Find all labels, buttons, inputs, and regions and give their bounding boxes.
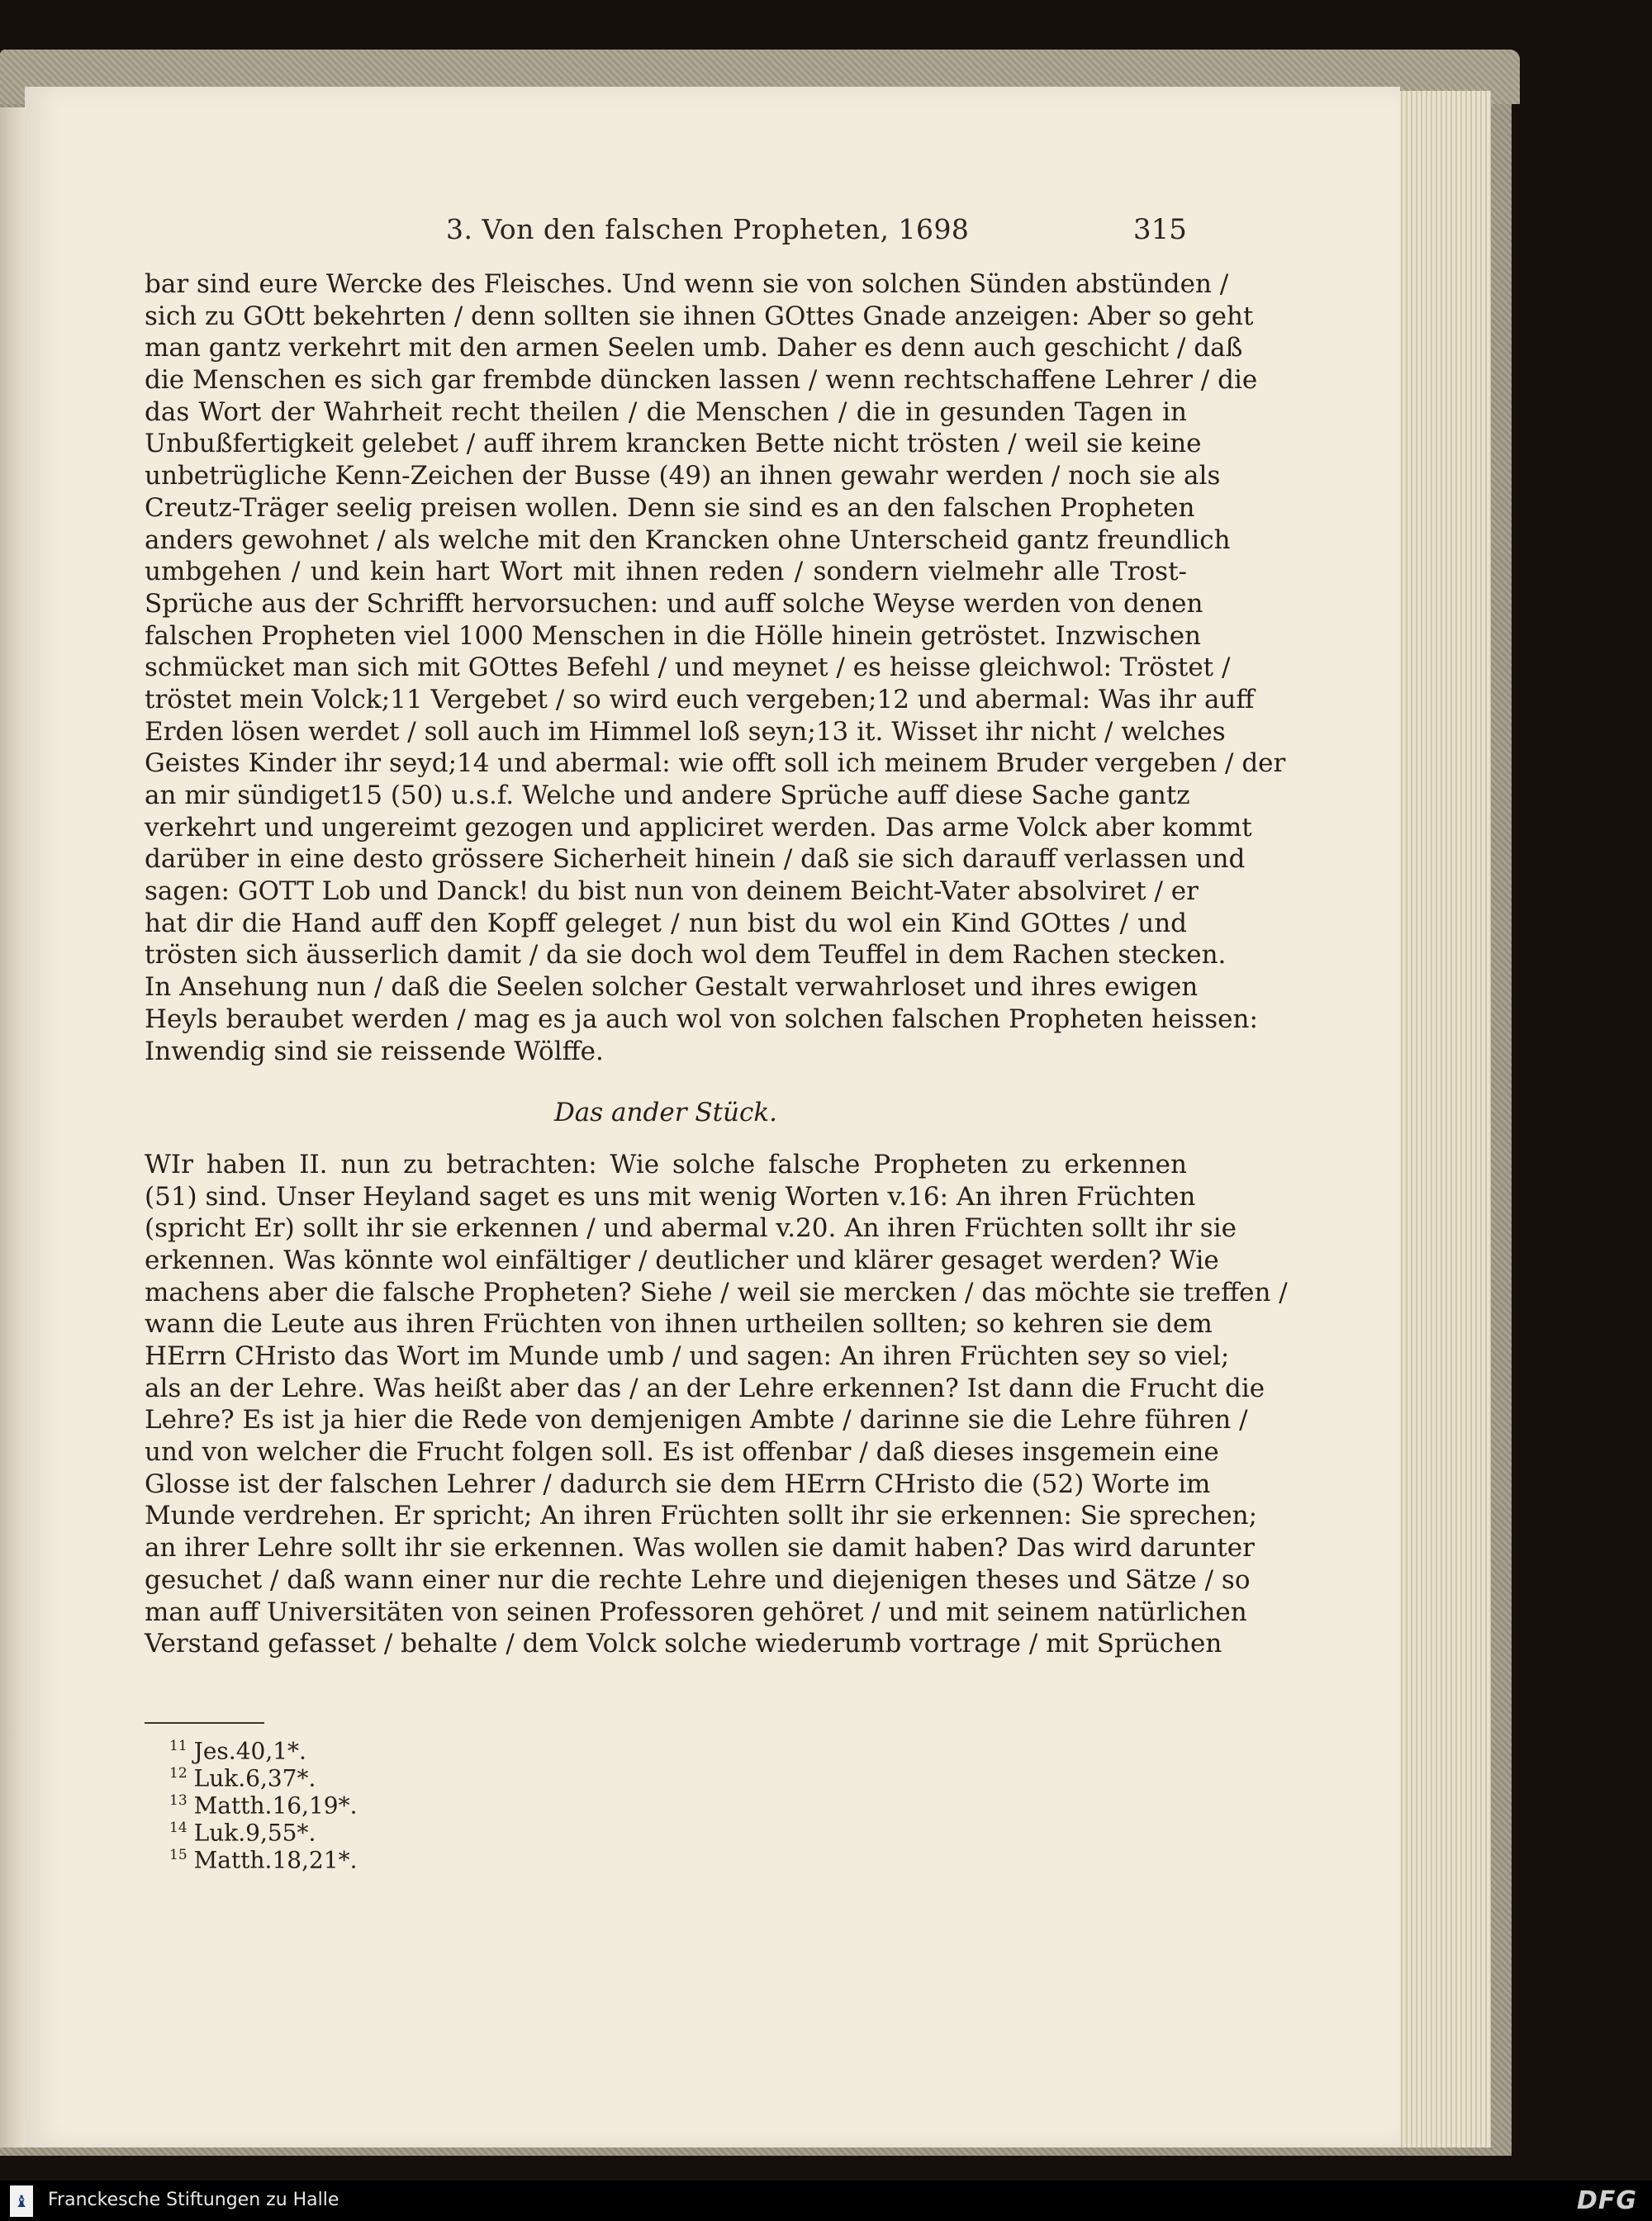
footer-bar bbox=[0, 2181, 1652, 2221]
text-line: die Menschen es sich gar frembde düncken lassen / wenn rechtschaffene Lehrer / die bbox=[145, 365, 1258, 396]
text-line: Glosse ist der falschen Lehrer / dadurch sie dem HErrn CHristo die (52) Worte im bbox=[145, 1469, 1211, 1499]
text-line: tröstet mein Volck;11 Vergebet / so wird euch vergeben;12 und abermal: Was ihr auff bbox=[145, 684, 1255, 714]
text-line: unbetrügliche Kenn-Zeichen der Busse (49) an ihnen gewahr werden / noch sie als bbox=[145, 461, 1221, 491]
text-line: darüber in eine desto grössere Sicherheit hinein / daß sie sich darauff verlassen und bbox=[145, 844, 1246, 875]
text-line: erkennen. Was könnte wol einfältiger / deutlicher und klärer gesaget werden? Wie bbox=[145, 1245, 1219, 1275]
text-line: sagen: GOTT Lob und Danck! du bist nun von deinem Beicht-Vater absolviret / er bbox=[145, 876, 1199, 907]
footnote-reference: Luk.6,37*. bbox=[193, 1764, 316, 1792]
text-line: gesuchet / daß wann einer nur die rechte Lehre und diejenigen theses und Sätze / so bbox=[145, 1564, 1251, 1595]
footnote-item bbox=[169, 1733, 358, 1765]
text-line: Geistes Kinder ihr seyd;14 und abermal: wie offt soll ich meinem Bruder vergeben / der bbox=[145, 748, 1286, 779]
text-line: falschen Propheten viel 1000 Menschen in die Hölle hinein getröstet. Inzwischen bbox=[145, 620, 1202, 651]
running-head: 3. Von den falschen Propheten, 1698 bbox=[446, 213, 970, 245]
page-stack-edge bbox=[1388, 91, 1491, 2147]
text-line: sich zu GOtt bekehrten / denn sollten sie ihnen GOttes Gnade anzeigen: Aber so geht bbox=[145, 301, 1254, 331]
text-line: verkehrt und ungereimt gezogen und appliciret werden. Das arme Volck aber kommt bbox=[145, 812, 1252, 842]
footnote-reference: Luk.9,55*. bbox=[193, 1819, 316, 1847]
footnote-number: 14 bbox=[169, 1820, 188, 1836]
text-line: (spricht Er) sollt ihr sie erkennen / und abermal v.20. An ihren Früchten sollt ihr sie bbox=[145, 1213, 1237, 1244]
section-heading: Das ander Stück. bbox=[553, 1098, 778, 1128]
text-line: und von welcher die Frucht folgen soll. Es ist offenbar / daß dieses insgemein eine bbox=[145, 1437, 1219, 1468]
text-line: schmücket man sich mit GOttes Befehl / und meynet / es heisse gleichwol: Tröstet / bbox=[145, 653, 1231, 683]
text-line: trösten sich äusserlich damit / da sie doch wol dem Teuffel in dem Rachen stecken. bbox=[145, 940, 1227, 971]
text-line: bar sind eure Wercke des Fleisches. Und wenn sie von solchen Sünden abstünden / bbox=[145, 269, 1229, 299]
text-line: Inwendig sind sie reissende Wölffe. bbox=[145, 1036, 604, 1066]
text-line: als an der Lehre. Was heißt aber das / an der Lehre erkennen? Ist dann die Frucht die bbox=[145, 1373, 1265, 1403]
text-line: an mir sündiget15 (50) u.s.f. Welche und andere Sprüche auff diese Sache gantz bbox=[145, 781, 1190, 810]
text-line: wann die Leute aus ihren Früchten von ihnen urtheilen sollten; so kehren sie dem bbox=[145, 1309, 1213, 1340]
footnote-number: 12 bbox=[169, 1765, 188, 1782]
text-line: HErrn CHristo das Wort im Munde umb / und sagen: An ihren Früchten sey so viel; bbox=[145, 1341, 1230, 1371]
text-line: man auff Universitäten von seinen Professoren gehöret / und mit seinem natürlichen bbox=[145, 1597, 1247, 1627]
main-text bbox=[145, 268, 1288, 1660]
text-line: umbgehen / und kein hart Wort mit ihnen reden / sondern vielmehr alle Trost- bbox=[145, 557, 1187, 587]
text-line: anders gewohnet / als welche mit den Krancken ohne Unterscheid gantz freundlich bbox=[145, 524, 1231, 555]
section-paragraph bbox=[145, 1149, 1288, 1660]
text-line: Munde verdrehen. Er spricht; An ihren Früchten sollt ihr sie erkennen: Sie sprechen; bbox=[145, 1501, 1258, 1531]
text-line: Unbußfertigkeit gelebet / auff ihrem krancken Bette nicht trösten / weil sie keine bbox=[145, 429, 1202, 459]
text-line: Creutz-Träger seelig preisen wollen. Denn sie sind es an den falschen Propheten bbox=[145, 492, 1195, 523]
text-line: an ihrer Lehre sollt ihr sie erkennen. Was wollen sie damit haben? Das wird darunter bbox=[145, 1533, 1255, 1564]
footnote-reference: Jes.40,1*. bbox=[193, 1737, 306, 1765]
text-line: In Ansehung nun / daß die Seelen solcher Gestalt verwahrloset und ihres ewigen bbox=[145, 972, 1199, 1003]
text-line: Heyls beraubet werden / mag es ja auch wol von solchen falschen Propheten heissen: bbox=[145, 1004, 1258, 1034]
footnote-number: 13 bbox=[169, 1792, 188, 1809]
footnote-item bbox=[169, 1760, 358, 1792]
footnote-item bbox=[169, 1842, 358, 1874]
text-line: Verstand gefasset / behalte / dem Volck solche wiederumb vortrage / mit Sprüchen bbox=[145, 1629, 1222, 1659]
footnotes bbox=[169, 1733, 358, 1874]
text-line: man gantz verkehrt mit den armen Seelen umb. Daher es denn auch geschicht / daß bbox=[145, 333, 1243, 363]
text-line: (51) sind. Unser Heyland saget es uns mit wenig Worten v.16: An ihren Früchten bbox=[145, 1181, 1196, 1212]
text-line: hat dir die Hand auff den Kopff geleget / nun bist du wol ein Kind GOttes / und bbox=[145, 908, 1187, 938]
text-line: Lehre? Es ist ja hier die Rede von demjenigen Ambte / darinne sie die Lehre führen / bbox=[145, 1405, 1248, 1436]
text-line: machens aber die falsche Propheten? Siehe / weil sie mercken / das möchte sie treffen / bbox=[145, 1277, 1288, 1307]
footnote-number: 11 bbox=[169, 1738, 188, 1754]
text-line: Erden lösen werdet / soll auch im Himmel loß seyn;13 it. Wisset ihr nicht / welches bbox=[145, 716, 1226, 747]
footer-institution: Franckesche Stiftungen zu Halle bbox=[48, 2190, 339, 2210]
footnote-reference: Matth.16,19*. bbox=[193, 1792, 358, 1820]
body-paragraph bbox=[145, 268, 1286, 1067]
text-line: das Wort der Wahrheit recht theilen / die Menschen / die in gesunden Tagen in bbox=[145, 396, 1187, 427]
footnote-reference: Matth.18,21*. bbox=[193, 1846, 358, 1874]
left-page-edge bbox=[0, 107, 28, 2147]
footnote-rule bbox=[145, 1722, 264, 1724]
text-line: WIr haben II. nun zu betrachten: Wie solche falsche Propheten zu erkennen bbox=[145, 1149, 1187, 1179]
dfg-logo: DFG bbox=[1576, 2186, 1637, 2215]
footnote-item bbox=[169, 1787, 358, 1820]
page-number: 315 bbox=[1133, 213, 1187, 246]
footnote-number: 15 bbox=[169, 1847, 188, 1863]
francke-logo-icon: ♝ bbox=[10, 2185, 33, 2217]
text-line: Sprüche aus der Schrifft hervorsuchen: und auff solche Weyse werden von denen bbox=[145, 588, 1203, 619]
